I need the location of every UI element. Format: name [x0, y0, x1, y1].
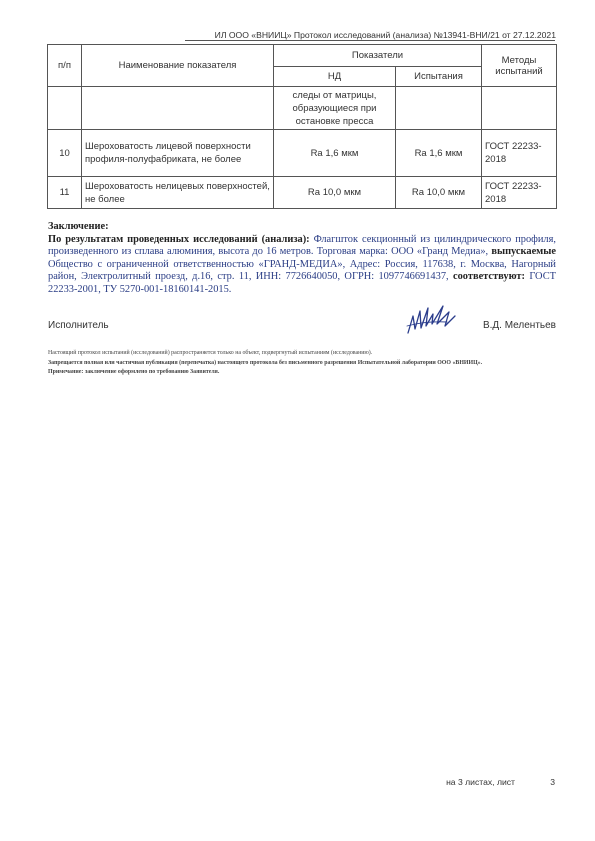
executor-label: Исполнитель: [48, 320, 109, 331]
row-nd: Ra 10,0 мкм: [274, 177, 396, 209]
page-footer: [300, 777, 555, 789]
col-header-tests: Испытания: [396, 67, 482, 87]
col-header-indicators: Показатели: [274, 45, 482, 67]
col-header-methods: Методы испытаний: [482, 45, 557, 87]
col-header-name: Наименование показателя: [82, 45, 274, 87]
table-row-continuation: [48, 87, 557, 130]
footer-page-number: 3: [550, 777, 555, 787]
conclusion-made-label: выпускаемые: [491, 246, 556, 257]
row-name: Шероховатость нелицевых поверхностей, не более: [82, 177, 274, 209]
row-method: ГОСТ 22233-2018: [482, 177, 557, 209]
note-publication-text: Запрещается полная или частичная публикация (перепечатка) настоящего протокола без письменного разрешения Испытательной лаборатории ООО «ВНИИЦ».: [48, 359, 483, 366]
document-header: ИЛ ООО «ВНИИЦ» Протокол исследований (анализа) №13941-ВНИ/21 от 27.12.2021: [214, 30, 556, 40]
conclusion-block: [48, 221, 556, 296]
note-remark-text: Примечание: заключение оформлено по требованию Заявителя.: [48, 369, 220, 375]
row-number: 10: [48, 130, 82, 177]
conclusion-lead: По результатам проведенных исследований (анализа):: [48, 233, 310, 245]
row-test: Ra 1,6 мкм: [396, 130, 482, 177]
executor-line: [48, 320, 556, 334]
notes-block: [48, 349, 556, 378]
continuation-text: следы от матрицы, образующиеся при остановке пресса: [274, 87, 396, 130]
col-header-num: п/п: [48, 45, 82, 87]
executor-name: В.Д. Мелентьев: [482, 320, 556, 331]
conclusion-product: Флагшток секционный из цилиндрического профиля, произведенного из сплава алюминия, высота до 16 метров.: [48, 233, 556, 257]
note-scope: Настоящий протокол испытаний (исследований) распространяется только на объект, подвергнутый испытаниям (исследованию).: [48, 350, 373, 356]
row-test: Ra 10,0 мкм: [396, 177, 482, 209]
results-table: [47, 44, 557, 209]
conclusion-brand: Торговая марка: ООО «Гранд Медиа»,: [316, 246, 489, 257]
conclusion-title: Заключение:: [48, 221, 109, 232]
note-remark: [48, 368, 556, 378]
header-rule: [185, 40, 555, 41]
row-number: 11: [48, 177, 82, 209]
row-method: ГОСТ 22233-2018: [482, 130, 557, 177]
footer-pages-text: на 3 листах, лист: [446, 777, 515, 787]
conclusion-maker: Общество с ограниченной ответственностью «ГРАНД-МЕДИА», Адрес: Россия, 117638, г. Москва, Нагорный район, Электролитный проезд, д.16, стр. 11, ИНН: 7726640050, ОГРН: 1097746691437,: [48, 258, 556, 282]
conclusion-text: [48, 234, 556, 297]
conclusion-conform-label: соответствуют:: [452, 271, 525, 282]
note-publication: [48, 359, 556, 369]
conclusion-standards: ГОСТ 22233-2001, ТУ 5270-001-18160141-2015.: [48, 271, 556, 295]
row-nd: Ra 1,6 мкм: [274, 130, 396, 177]
col-header-nd: НД: [274, 67, 396, 87]
table-row: [48, 177, 557, 209]
table-row: [48, 130, 557, 177]
row-name: Шероховатость лицевой поверхности профиля-полуфабриката, не более: [82, 130, 274, 177]
